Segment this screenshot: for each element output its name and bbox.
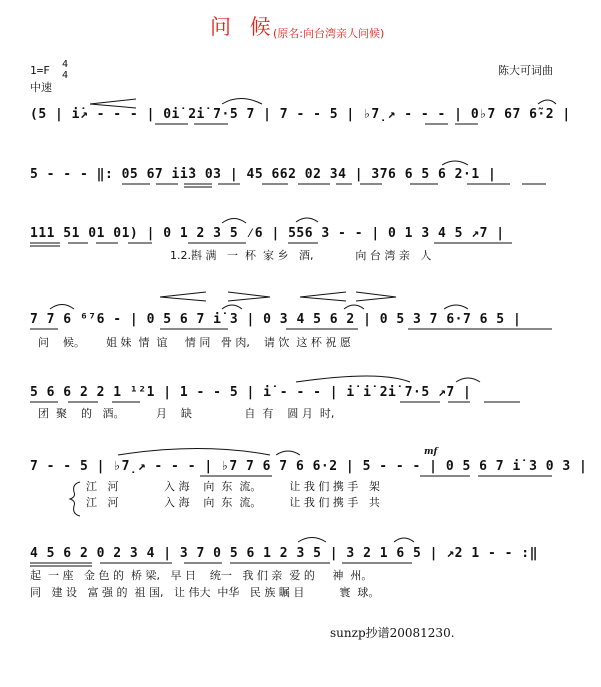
beam-line xyxy=(30,243,512,246)
tie-slur xyxy=(442,161,468,165)
tie-slur xyxy=(222,99,262,105)
tie-slur xyxy=(276,451,300,455)
tie-slur xyxy=(298,538,326,543)
score-row-7: 4 5 6 2 0 2 3 4 | 3 7 0 5 6 1 2 3 5 | 3 2 1 6 5 | ↗2 1 - - :‖ xyxy=(30,546,538,561)
lyrics-row-6-verse-1: 江 河 入 海 向 东 流。 让 我 们 携 手 架 xyxy=(86,480,380,493)
score-row-2: 5 - - - ‖: 05 67 i̇i̇3 03 | 45 662 02 34 | 376 6 5 6 2·1 | xyxy=(30,167,497,182)
time-signature-top: 4 xyxy=(62,59,69,70)
song-subtitle: (原名:向台湾亲人问候) xyxy=(273,27,385,40)
tie-slur xyxy=(296,376,410,382)
tie-slur xyxy=(296,218,318,222)
lyrics-row-7-verse-2: 同 建 设 富 强 的 祖 国, 让 伟大 中华 民 族 瞩 目 寰 球。 xyxy=(30,586,380,599)
dynamic-marking: mf xyxy=(424,447,438,457)
tie-slur xyxy=(344,305,364,309)
score-row-5: 5 6 6 2 2 1 ¹²1 | 1 - - 5 | i̇ - - - | i̇ i̇ 2i̇ 7·5 ↗7 | xyxy=(30,385,472,400)
score-row-4: 7 7 6 ⁶⁷6 - | 0 5 6 7 i̇ 3 | 0 3 4 5 6 2 | 0 5 3 7 6·7 6 5 | xyxy=(30,312,522,327)
lyrics-row-7-verse-1: 起 一 座 金 色 的 桥 梁, 早 日 统一 我 们 亲 爱 的 神 州。 xyxy=(30,569,373,582)
score-row-6: 7 - - 5 | ♭7̣↗ - - - | ♭7 7 6 7 6 6·2 | 5 - - - | 0 5 6 7 i̇ 3 0 3 | xyxy=(30,459,588,474)
score-row-3: 111 51 01 01) | 0 1 2 3 5 ⁄6 | 556 3 - - | 0 1 3 4 5 ↗7 | xyxy=(30,226,505,241)
beam-line xyxy=(30,563,412,566)
tie-slur xyxy=(222,305,242,309)
score-row-1: (5 | i̇↗ - - - | 0i̇ 2i̇ 7·5 7 | 7 - - 5 | ♭7̣↗ - - - | 0♭7 67 6̃·2 | xyxy=(30,107,571,122)
tie-slur xyxy=(456,378,480,382)
tie-slur xyxy=(394,538,414,542)
verse-brace xyxy=(70,482,80,516)
beam-line xyxy=(122,184,546,187)
lyrics-row-6-verse-2: 江 河 入 海 向 东 流。 让 我 们 携 手 共 xyxy=(86,496,380,509)
key-signature: 1=F xyxy=(30,64,50,77)
tie-slur xyxy=(222,219,246,224)
lyrics-row-5: 团 聚 的 酒。 月 缺 自 有 圆 月 时, xyxy=(38,407,335,420)
decrescendo-hairpin xyxy=(228,292,270,301)
tie-slur xyxy=(444,305,468,309)
crescendo-hairpin xyxy=(160,292,206,301)
tie-slur xyxy=(118,449,270,456)
lyrics-row-4: 问 候。 姐 妹 情 谊 情 同 骨 肉, 请 饮 这 杯 祝 愿 xyxy=(38,336,351,349)
decrescendo-hairpin xyxy=(356,292,396,301)
tempo-marking: 中速 xyxy=(30,81,52,94)
transcriber-credit: sunzp抄谱20081230. xyxy=(330,626,455,640)
composer-credit: 陈大可词曲 xyxy=(498,64,553,77)
song-title: 问 候 xyxy=(210,15,277,39)
crescendo-hairpin xyxy=(300,292,346,301)
time-signature-bottom: 4 xyxy=(62,70,69,81)
lyrics-row-3: 1.2.斟 满 一 杯 家 乡 酒, 向 台 湾 亲 人 xyxy=(170,249,432,262)
crescendo-hairpin xyxy=(90,99,136,108)
tie-slur xyxy=(50,305,74,310)
tie-slur xyxy=(538,100,556,104)
